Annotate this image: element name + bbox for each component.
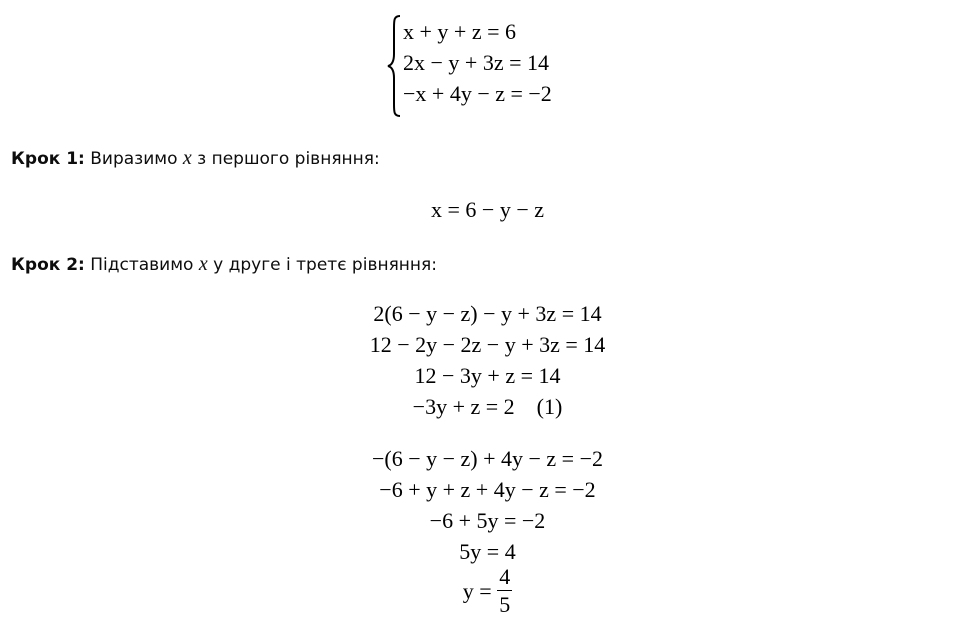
- fraction-denominator: 5: [499, 592, 511, 617]
- step-2-group-1: [0, 298, 975, 422]
- step-1-equation: x = 6 − y − z: [431, 197, 544, 222]
- step-2-text-after: у друге і третє рівняння:: [207, 255, 437, 275]
- system-equation-1: x + y + z = 6: [403, 19, 516, 44]
- step-2-group-1-line-3: 12 − 3y + z = 14: [414, 363, 561, 388]
- system-equation-3: −x + 4y − z = −2: [403, 81, 552, 106]
- step-2-variable: x: [198, 253, 208, 275]
- step-2-group-2-line-4: 5y = 4: [459, 539, 516, 564]
- step-2-group-2-line-1: −(6 − y − z) + 4y − z = −2: [371, 446, 604, 471]
- left-brace-icon: [386, 14, 402, 118]
- step-2-group-1-line-1: 2(6 − y − z) − y + 3z = 14: [373, 301, 602, 326]
- step-2-group-2: [0, 443, 975, 567]
- step-1-label: Крок 1:: [11, 149, 85, 169]
- step-2-heading: [11, 253, 437, 276]
- step-2-group-2-line-3: −6 + 5y = −2: [429, 508, 546, 533]
- step-1-text-after: з першого рівняння:: [191, 149, 380, 169]
- final-answer-lhs: y =: [462, 578, 492, 604]
- step-2-group-1-line-2: 12 − 2y − 2z − y + 3z = 14: [369, 332, 606, 357]
- system-equation-2: 2x − y + 3z = 14: [403, 50, 549, 75]
- step-1-text-before: Виразимо: [84, 149, 183, 169]
- step-2-text-before: Підставимо: [84, 255, 199, 275]
- step-2-label: Крок 2:: [11, 255, 85, 275]
- fraction-numerator: 4: [499, 564, 511, 589]
- fraction: [497, 566, 512, 616]
- step-2-group-2-line-2: −6 + y + z + 4y − z = −2: [379, 477, 596, 502]
- step-1-equation-block: [0, 194, 975, 225]
- step-1-heading: [11, 147, 380, 170]
- step-1-variable: x: [182, 147, 192, 169]
- system-lines: [403, 16, 552, 109]
- step-2-group-1-line-4: −3y + z = 2 (1): [412, 394, 563, 419]
- final-answer: [0, 566, 975, 616]
